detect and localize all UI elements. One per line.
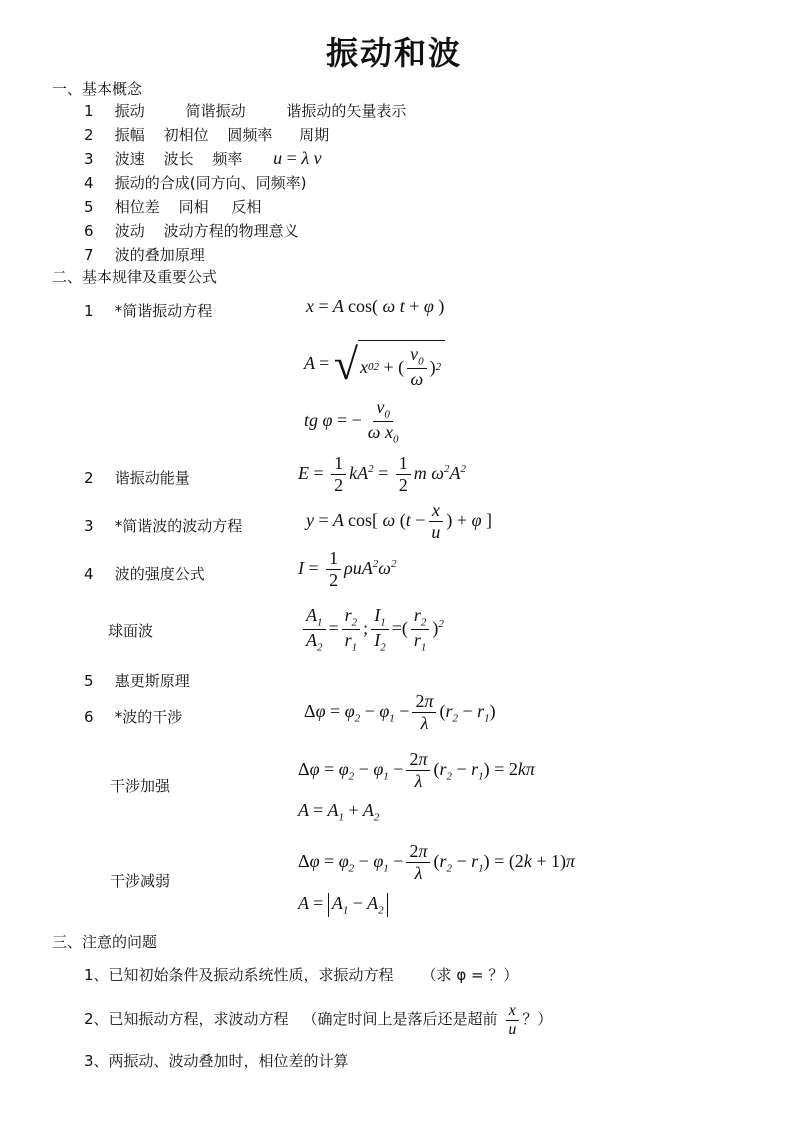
item-number: 6 [84,222,94,240]
spherical-wave-formula: $\frac{A_1}{A_2}$ = $\frac{r_2}{r_1}$ ; $\frac{I_1}{I_2}$ =( $\frac{r_2}{r_1}$ )$^2$ [300,606,444,654]
spherical-wave-label: 球面波 [108,622,154,640]
note-text: 1、已知初始条件及振动系统性质，求振动方程 [84,966,394,984]
item-number: 1 [84,102,94,120]
item-number: 1 [84,302,94,320]
note-item-1 [84,964,518,985]
law-label: *简谐波的波动方程 [114,517,243,535]
item-number: 3 [84,517,94,535]
phase-difference-formula: $\Delta\varphi = \varphi_2 - \varphi_1$ − $\frac{2\pi}{\lambda}$ $(r_2 - r_1)$ [304,691,496,733]
concept-item-3 [84,148,322,169]
term: 初相位 [163,126,209,144]
term: 反相 [231,198,262,216]
law-label-6 [84,706,182,727]
concept-item-6 [84,220,299,241]
term: 相位差 [114,198,160,216]
constructive-amplitude: $A = A_1 + A_2$ [298,800,380,824]
law-label-1 [84,300,212,321]
initial-phase-formula: tg φ = − $\frac{v_0}{\omega x_0}$ [304,397,399,446]
term: 波的叠加原理 [114,246,205,264]
concept-item-1 [84,100,406,121]
note-item-3: 3、两振动、波动叠加时，相位差的计算 [84,1052,349,1070]
law-label: 惠更斯原理 [114,672,190,690]
destructive-label: 干涉减弱 [110,872,171,890]
term: 圆频率 [227,126,273,144]
note-hint-end: ？） [522,1010,553,1029]
item-number: 4 [84,565,94,583]
item-number: 2 [84,469,94,487]
law-label: *波的干涉 [114,708,183,726]
constructive-label: 干涉加强 [110,777,171,795]
item-number: 6 [84,708,94,726]
term: 谐振动的矢量表示 [286,102,407,120]
destructive-condition: $\Delta\varphi = \varphi_2 - \varphi_1$ − $\frac{2\pi}{\lambda}$ $(r_2 - r_1) = (2k + 1)\pi$ [298,841,575,883]
intensity-formula: I = $\frac{1}{2}$ $\rho uA^2\omega^2$ [298,548,397,590]
term: 波动方程的物理意义 [163,222,299,240]
item-number: 2 [84,126,94,144]
term: 波动 [114,222,145,240]
wave-speed-formula: u = λ v [273,148,322,168]
law-label: 波的强度公式 [114,565,205,583]
law-label-4 [84,563,205,584]
section-heading-laws-formulas: 二、基本规律及重要公式 [52,268,218,286]
term: 振动 [114,102,145,120]
note-text: 2、已知振动方程，求波动方程 [84,1010,289,1029]
item-number: 5 [84,198,94,216]
page-title: 振动和波 [325,34,462,72]
concept-item-2 [84,124,329,145]
law-label: *简谐振动方程 [114,302,213,320]
note-hint: （求 φ = ？） [421,966,519,984]
term: 振幅 [114,126,145,144]
term: 简谐振动 [185,102,246,120]
concept-item-4 [84,172,307,193]
note-hint: （确定时间上是落后还是超前 [302,1010,498,1029]
term: 波速 [114,150,145,168]
wave-equation: y = A cos[ ω (t − $\frac{x}{u}$ ) + φ ] [306,500,493,542]
item-number: 7 [84,246,94,264]
section-heading-notes: 三、注意的问题 [52,933,158,951]
item-number: 4 [84,174,94,192]
amplitude-formula: A = √ x 0 2 + ( $\frac{v_0}{\omega}$ ) 2 [304,340,445,389]
concept-item-7 [84,244,205,265]
term: 振动的合成(同方向、同频率) [114,174,307,192]
law-label-5 [84,670,190,691]
constructive-condition: $\Delta\varphi = \varphi_2 - \varphi_1$ − $\frac{2\pi}{\lambda}$ $(r_2 - r_1) = 2k\pi$ [298,749,535,791]
term: 周期 [299,126,330,144]
law-label-2 [84,467,190,488]
term: 频率 [212,150,243,168]
section-heading-basic-concepts: 一、基本概念 [52,80,143,98]
energy-formula: E = $\frac{1}{2}$ $kA^2$ = $\frac{1}{2}$ m $\omega^2A^2$ [298,453,467,495]
shm-equation: x = A cos( ω t + φ ) [306,296,445,316]
law-label-3 [84,515,242,536]
note-item-2 [84,1002,552,1039]
item-number: 3 [84,150,94,168]
term: 波长 [163,150,194,168]
x-over-u-fraction: $\frac{x}{u}$ [502,1011,522,1028]
destructive-amplitude: $A = A_1 - A_2$ [298,893,388,917]
concept-item-5 [84,196,261,217]
item-number: 5 [84,672,94,690]
term: 同相 [178,198,209,216]
law-label: 谐振动能量 [114,469,190,487]
